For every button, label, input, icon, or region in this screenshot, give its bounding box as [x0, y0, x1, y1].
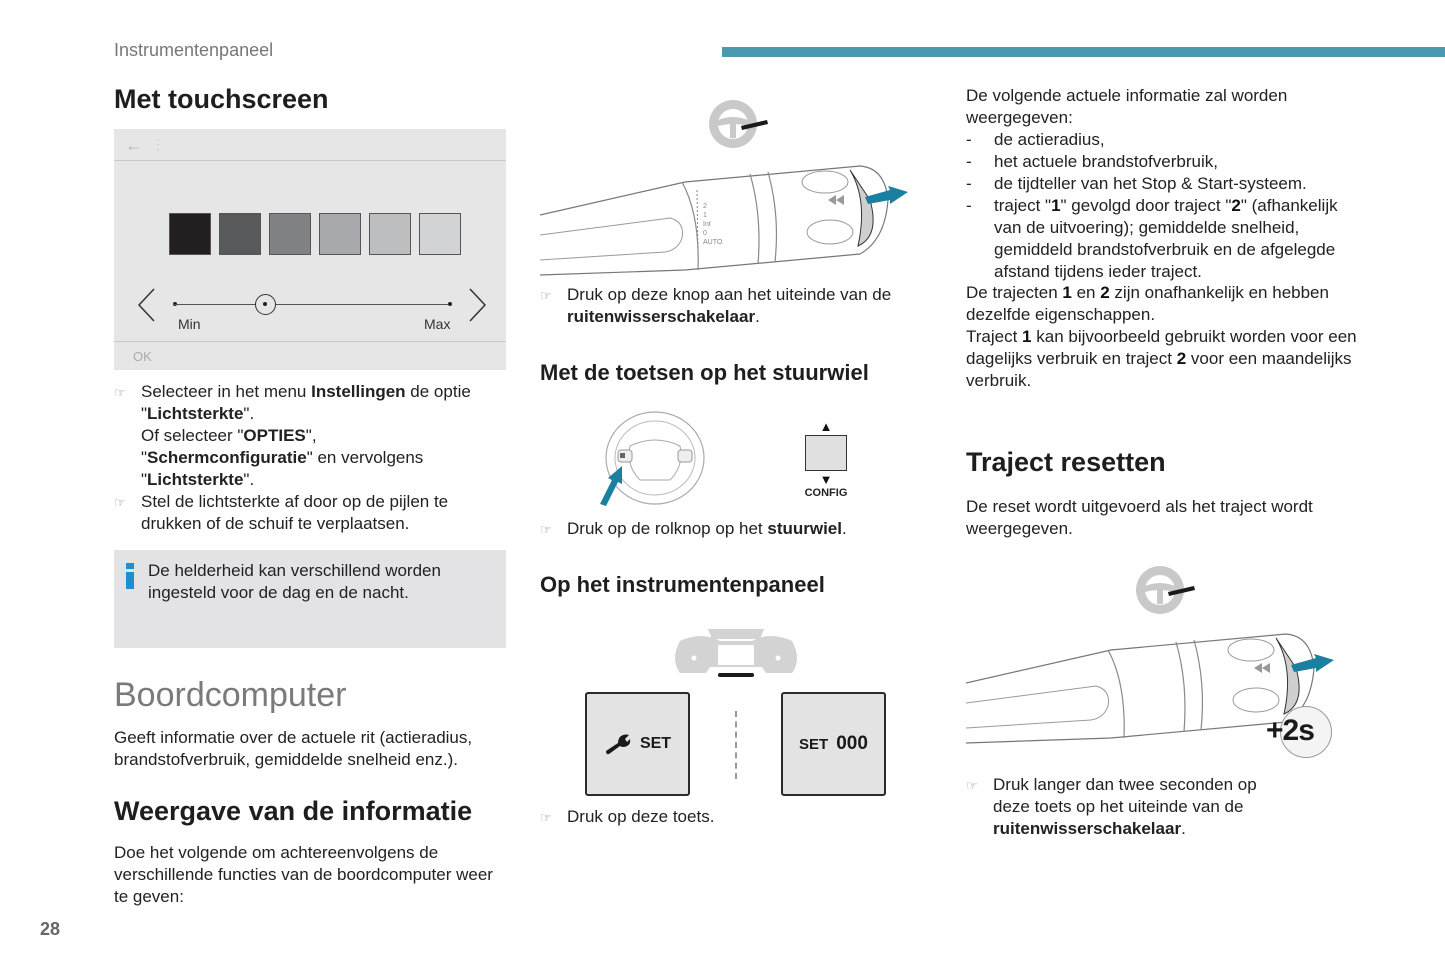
- config-control: [800, 420, 852, 499]
- bold-text: Schermconfiguratie: [147, 448, 307, 467]
- text: ": [141, 404, 148, 423]
- pointing-hand-icon: ☞: [540, 522, 552, 537]
- traject-usage-paragraph: [966, 326, 1366, 392]
- text: Of selecteer ": [141, 426, 244, 445]
- instruction-step: [114, 491, 514, 535]
- section-label: Instrumentenpaneel: [114, 40, 274, 60]
- ok-button[interactable]: OK: [133, 349, 152, 364]
- brightness-swatch-5: [369, 213, 411, 255]
- info-note: [114, 550, 506, 648]
- stalk-label-1: 1: [703, 212, 707, 219]
- list-dash: -: [966, 130, 972, 149]
- touchscreen-mockup: [114, 129, 506, 370]
- step-instrument-button: [540, 806, 940, 828]
- info-list-item: [966, 195, 1366, 283]
- text: Traject: [966, 327, 1023, 346]
- text: de actieradius,: [994, 130, 1105, 149]
- page-number: 28: [40, 919, 61, 939]
- list-dash: -: [966, 152, 972, 171]
- step-steering-wheel: [540, 518, 940, 540]
- text: zijn onafhankelijk en hebben dezelfde eigenschappen.: [966, 283, 1329, 324]
- list-dash: -: [966, 174, 972, 193]
- text: ".: [243, 404, 255, 423]
- reset-description: De reset wordt uitgevoerd als het traject wordt weergegeven.: [966, 497, 1313, 538]
- list-dash: -: [966, 196, 972, 215]
- text: de tijdteller van het Stop & Start-systeem.: [994, 174, 1307, 193]
- text: De trajecten: [966, 283, 1063, 302]
- bold-text: 2: [1176, 349, 1187, 368]
- bullet-line: [141, 469, 514, 491]
- wrench-icon: [604, 733, 632, 755]
- text: Druk langer dan twee seconden op: [993, 775, 1257, 794]
- info-list-item: [966, 129, 1366, 151]
- bullet-line: [567, 518, 940, 540]
- steering-wheel-illustration: [598, 410, 708, 506]
- bullet-line: [567, 806, 940, 828]
- pointing-hand-icon: ☞: [114, 385, 126, 400]
- brightness-swatches: [169, 213, 461, 255]
- config-label: CONFIG: [804, 487, 848, 499]
- hold-label: +2s: [1266, 714, 1314, 747]
- set-label: SET: [639, 735, 672, 752]
- bold-text: Lichtsterkte: [147, 470, 244, 489]
- arrow-down-icon[interactable]: ▼: [819, 472, 833, 487]
- brightness-swatch-6: [419, 213, 461, 255]
- bold-text: 1: [1062, 283, 1072, 302]
- brightness-swatch-1: [169, 213, 211, 255]
- stalk-label-int: Int: [703, 221, 711, 228]
- instruction-step: [540, 284, 940, 328]
- info-note-text: De helderheid kan verschillend worden ingesteld voor de dag en de nacht.: [148, 561, 441, 602]
- text: ": [141, 470, 148, 489]
- heading-weergave: Weergave van de informatie: [114, 796, 473, 826]
- info-list-item: [966, 151, 1366, 173]
- bullet-line: [993, 774, 1366, 796]
- bold-text: 1: [1022, 327, 1032, 346]
- set-label-right: SET: [799, 735, 829, 753]
- brightness-slider-track[interactable]: [174, 304, 450, 305]
- set-value: 000: [836, 733, 868, 754]
- brightness-swatch-4: [319, 213, 361, 255]
- heading-touchscreen: Met touchscreen: [114, 84, 329, 114]
- info-list-item: [966, 173, 1366, 195]
- pointing-hand-icon: ☞: [114, 495, 126, 510]
- chevron-right-icon[interactable]: [466, 287, 488, 323]
- heading-boordcomputer: Boordcomputer: [114, 676, 347, 714]
- screen-topbar: [114, 129, 506, 161]
- text: ".: [243, 470, 255, 489]
- steering-wheel-stalk-icon: [705, 98, 775, 150]
- trajecten-paragraph: [966, 282, 1361, 326]
- text: Druk op deze knop aan het uiteinde van de: [567, 285, 892, 304]
- brightness-swatch-2: [219, 213, 261, 255]
- text: voor een maandelijks verbruik.: [966, 349, 1352, 390]
- text: " en vervolgens: [306, 448, 424, 467]
- pointing-hand-icon: ☞: [540, 288, 552, 303]
- text: Druk op de rolknop op het: [567, 519, 768, 538]
- instruction-step: [540, 806, 940, 828]
- heading-traject-resetten: Traject resetten: [966, 447, 1166, 477]
- bullet-line: [141, 447, 514, 469]
- steering-wheel-stalk-icon-2: [1132, 564, 1202, 616]
- instrument-set-reset-display[interactable]: [781, 692, 886, 796]
- config-button[interactable]: [805, 435, 847, 471]
- boordcomputer-description: Geeft informatie over de actuele rit (actieradius, brandstofverbruik, gemiddelde snelheid enz.).: [114, 728, 473, 769]
- header-accent-bar: [722, 47, 1445, 57]
- slider-min-label: Min: [178, 316, 201, 332]
- text: kan bijvoorbeeld gebruikt worden voor een dagelijks verbruik en traject: [966, 327, 1357, 368]
- bold-text: Lichtsterkte: [147, 404, 244, 423]
- stalk-label-auto: AUTO: [703, 239, 723, 246]
- weergave-description: Doe het volgende om achtereenvolgens de verschillende functies van de boordcomputer weer te geven:: [114, 843, 493, 906]
- bold-text: stuurwiel: [767, 519, 842, 538]
- text: en: [1071, 283, 1101, 302]
- kebab-menu-icon[interactable]: ⋮: [151, 136, 165, 152]
- hold-2s-badge: [1266, 706, 1332, 760]
- bullet-line: [141, 403, 514, 425]
- bullet-line: [993, 796, 1366, 818]
- text: drukken of de schuif te verplaatsen.: [141, 514, 410, 533]
- slider-max-label: Max: [424, 316, 451, 332]
- bullet-line: [141, 425, 514, 447]
- pointing-hand-icon: ☞: [540, 810, 552, 825]
- arrow-left-icon[interactable]: ←: [125, 135, 143, 155]
- instruction-step: [114, 381, 514, 491]
- text: ": [141, 448, 148, 467]
- stalk-label-0: 0: [703, 230, 707, 237]
- bullet-line: [141, 491, 514, 513]
- arrow-up-icon[interactable]: ▲: [819, 419, 833, 434]
- text: Stel de lichtsterkte af door op de pijlen te: [141, 492, 449, 511]
- text: deze toets op het uiteinde van de: [993, 797, 1244, 816]
- bullet-line: [567, 284, 940, 306]
- bullet-line: [567, 306, 940, 328]
- brightness-slider-thumb[interactable]: [255, 294, 276, 315]
- instruction-step: [540, 518, 940, 540]
- right-intro: De volgende actuele informatie zal worden weergegeven:: [966, 86, 1288, 127]
- touchscreen-steps: [114, 381, 514, 535]
- text: " (afhankelijk van de uitvoering); gemiddelde snelheid, gemiddeld brandstofverbruik en de afgelegde afstand tijdens ieder traject.: [994, 196, 1338, 281]
- text: .: [841, 519, 847, 538]
- text: ",: [305, 426, 317, 445]
- text: .: [755, 307, 760, 326]
- brightness-swatch-3: [269, 213, 311, 255]
- bold-text: OPTIES: [243, 426, 306, 445]
- bold-text: 2: [1231, 196, 1241, 215]
- bold-text: ruitenwisserschakelaar: [567, 307, 756, 326]
- text: het actuele brandstofverbruik,: [994, 152, 1218, 171]
- separator-dashed: [735, 711, 737, 779]
- bullet-line: [141, 381, 514, 403]
- info-icon: [126, 563, 134, 589]
- bold-text: 2: [1100, 283, 1110, 302]
- text: Selecteer in het menu: [141, 382, 312, 401]
- bullet-line: [141, 513, 514, 535]
- text: " gevolgd door traject ": [1060, 196, 1232, 215]
- instrument-cluster-icon: [670, 625, 802, 681]
- text: .: [1181, 819, 1186, 838]
- instruction-step: [966, 774, 1366, 840]
- step-wiper-button: [540, 284, 940, 328]
- bold-text: 1: [1051, 196, 1061, 215]
- text: Druk op deze toets.: [567, 807, 715, 826]
- info-list: [966, 129, 1366, 283]
- text: de optie: [405, 382, 471, 401]
- stalk-label-2: 2: [703, 203, 707, 210]
- step-reset-button: [966, 774, 1366, 840]
- bullet-line: [993, 818, 1366, 840]
- wiper-stalk-illustration: [540, 160, 920, 280]
- chevron-left-icon[interactable]: [136, 287, 158, 323]
- bold-text: Instellingen: [311, 382, 406, 401]
- heading-instrumentenpaneel: Op het instrumentenpaneel: [540, 572, 825, 597]
- instrument-set-button[interactable]: [585, 692, 690, 796]
- screen-divider: [114, 341, 506, 342]
- pointing-hand-icon: ☞: [966, 778, 978, 793]
- heading-stuurwiel: Met de toetsen op het stuurwiel: [540, 360, 869, 385]
- bold-text: ruitenwisserschakelaar: [993, 819, 1182, 838]
- text: traject ": [994, 196, 1052, 215]
- slider-max-dot: [448, 302, 452, 306]
